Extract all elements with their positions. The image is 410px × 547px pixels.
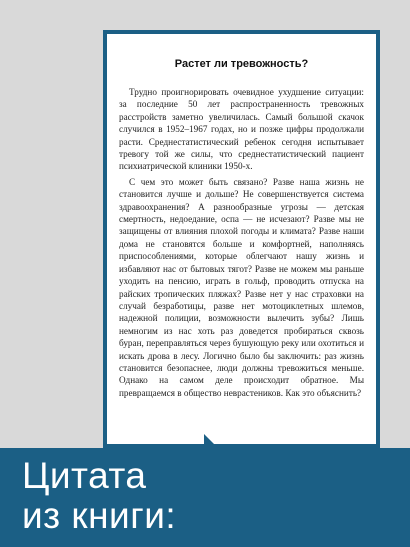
book-page <box>103 30 380 448</box>
paragraph: Трудно проигнорировать очевидное ухудшение ситуации: за последние 50 лет распространенность тревожных расстройств заметно увеличилась. Самый большой скачок случился в 1952–1967 годах, но и позже цифры продолжали расти. Среднестатистический ребенок сегодня испытывает тревогу той же силы, что среднестатистический пациент психиатрической клиники 1950-х. <box>119 87 364 172</box>
quote-label <box>22 456 402 536</box>
quote-label-line2: из книги: <box>22 495 177 536</box>
paragraph: С чем это может быть связано? Разве наша жизнь не становится лучше и дольше? Не совершенствуется система здравоохранения? А разнообразные угрозы — детская смертность, недоедание, оспа — не исчезают? Разве мы не защищены от влияния плохой погоды и климата? Разве наши дома не становятся больше и комфортней, наполняясь приспособлениями, которые облегчают нашу жизнь и избавляют нас от бытовых тягот? Разве не можем мы раньше уходить на пенсию, играть в гольф, проводить отпуска на райских тропических пляжах? Разве нет у нас страховки на случай безработицы, разве нет мотоциклетных шлемов, надежной полиции, возможности вылечить зубы? Лишь немногим из нас хоть раз доведется пробираться сквозь буран, переправляться через бушующую реку или охотиться и искать дрова в лесу. Логично было бы заключить: раз жизнь становится безопаснее, люди должны тревожиться меньше. Однако на самом деле происходит обратное. Мы превращаемся в общество неврастеников. Как это объяснить? <box>119 176 364 398</box>
quote-label-line1: Цитата <box>22 455 147 496</box>
article-title: Растет ли тревожность? <box>174 58 309 70</box>
article-body <box>119 86 364 399</box>
